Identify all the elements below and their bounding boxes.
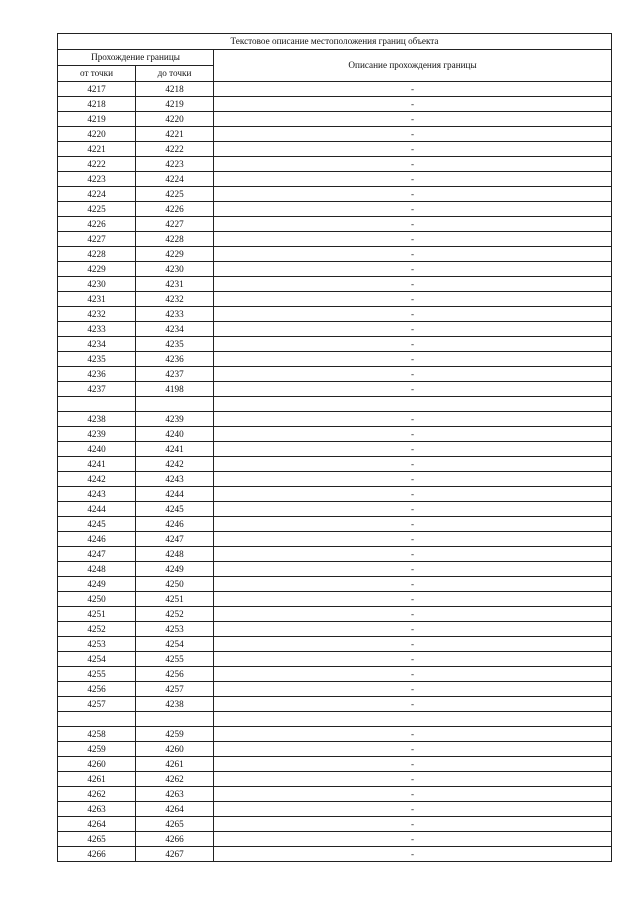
table-body <box>58 82 612 862</box>
table-row <box>58 97 612 112</box>
table-row <box>58 517 612 532</box>
to-point-cell: 4229 <box>136 247 214 262</box>
description-cell: - <box>214 847 612 862</box>
table-row <box>58 187 612 202</box>
description-cell: - <box>214 457 612 472</box>
description-cell: - <box>214 187 612 202</box>
from-point-cell: 4228 <box>58 247 136 262</box>
description-cell: - <box>214 517 612 532</box>
from-point-cell: 4246 <box>58 532 136 547</box>
empty-cell <box>136 712 214 727</box>
description-cell: - <box>214 502 612 517</box>
description-cell: - <box>214 682 612 697</box>
section-separator-row <box>58 712 612 727</box>
table-row <box>58 382 612 397</box>
from-point-cell: 4259 <box>58 742 136 757</box>
to-point-cell: 4249 <box>136 562 214 577</box>
table-row <box>58 742 612 757</box>
from-point-cell: 4224 <box>58 187 136 202</box>
description-cell: - <box>214 772 612 787</box>
to-point-cell: 4252 <box>136 607 214 622</box>
to-point-cell: 4232 <box>136 292 214 307</box>
from-point-cell: 4219 <box>58 112 136 127</box>
description-cell: - <box>214 472 612 487</box>
description-cell: - <box>214 367 612 382</box>
table-row <box>58 172 612 187</box>
boundary-description-table <box>57 33 612 862</box>
table-row <box>58 457 612 472</box>
description-cell: - <box>214 697 612 712</box>
header-row-group <box>58 50 612 66</box>
to-point-cell: 4251 <box>136 592 214 607</box>
to-point-cell: 4266 <box>136 832 214 847</box>
to-point-column-header: до точки <box>136 66 214 82</box>
from-point-cell: 4251 <box>58 607 136 622</box>
from-point-cell: 4261 <box>58 772 136 787</box>
description-cell: - <box>214 577 612 592</box>
to-point-cell: 4238 <box>136 697 214 712</box>
from-point-cell: 4243 <box>58 487 136 502</box>
to-point-cell: 4250 <box>136 577 214 592</box>
to-point-cell: 4240 <box>136 427 214 442</box>
table-row <box>58 652 612 667</box>
table-row <box>58 772 612 787</box>
description-cell: - <box>214 442 612 457</box>
table-row <box>58 82 612 97</box>
to-point-cell: 4245 <box>136 502 214 517</box>
from-point-cell: 4256 <box>58 682 136 697</box>
description-cell: - <box>214 832 612 847</box>
table-row <box>58 157 612 172</box>
to-point-cell: 4227 <box>136 217 214 232</box>
description-cell: - <box>214 742 612 757</box>
table-row <box>58 847 612 862</box>
from-point-cell: 4265 <box>58 832 136 847</box>
description-cell: - <box>214 802 612 817</box>
from-point-cell: 4264 <box>58 817 136 832</box>
from-point-cell: 4238 <box>58 412 136 427</box>
description-cell: - <box>214 637 612 652</box>
from-point-cell: 4249 <box>58 577 136 592</box>
to-point-cell: 4220 <box>136 112 214 127</box>
from-point-cell: 4244 <box>58 502 136 517</box>
to-point-cell: 4257 <box>136 682 214 697</box>
table-row <box>58 622 612 637</box>
table-row <box>58 637 612 652</box>
description-cell: - <box>214 652 612 667</box>
table-row <box>58 532 612 547</box>
table-title-row <box>58 34 612 50</box>
table-row <box>58 322 612 337</box>
description-cell: - <box>214 112 612 127</box>
table-row <box>58 592 612 607</box>
table-row <box>58 232 612 247</box>
from-point-cell: 4225 <box>58 202 136 217</box>
to-point-cell: 4226 <box>136 202 214 217</box>
to-point-cell: 4247 <box>136 532 214 547</box>
from-point-cell: 4247 <box>58 547 136 562</box>
from-point-cell: 4262 <box>58 787 136 802</box>
from-point-cell: 4239 <box>58 427 136 442</box>
from-point-cell: 4252 <box>58 622 136 637</box>
description-cell: - <box>214 727 612 742</box>
from-point-cell: 4241 <box>58 457 136 472</box>
description-cell: - <box>214 202 612 217</box>
description-cell: - <box>214 142 612 157</box>
to-point-cell: 4260 <box>136 742 214 757</box>
table-row <box>58 217 612 232</box>
to-point-cell: 4241 <box>136 442 214 457</box>
from-point-cell: 4257 <box>58 697 136 712</box>
to-point-cell: 4231 <box>136 277 214 292</box>
table-row <box>58 202 612 217</box>
table-title: Текстовое описание местоположения границ объекта <box>58 34 612 50</box>
to-point-cell: 4234 <box>136 322 214 337</box>
description-cell: - <box>214 592 612 607</box>
from-point-cell: 4226 <box>58 217 136 232</box>
table-row <box>58 757 612 772</box>
table-row <box>58 697 612 712</box>
to-point-cell: 4264 <box>136 802 214 817</box>
table-row <box>58 832 612 847</box>
to-point-cell: 4225 <box>136 187 214 202</box>
from-point-column-header: от точки <box>58 66 136 82</box>
description-cell: - <box>214 232 612 247</box>
table-row <box>58 112 612 127</box>
to-point-cell: 4242 <box>136 457 214 472</box>
to-point-cell: 4224 <box>136 172 214 187</box>
from-point-cell: 4232 <box>58 307 136 322</box>
to-point-cell: 4259 <box>136 727 214 742</box>
to-point-cell: 4218 <box>136 82 214 97</box>
description-cell: - <box>214 622 612 637</box>
description-cell: - <box>214 82 612 97</box>
to-point-cell: 4237 <box>136 367 214 382</box>
description-cell: - <box>214 247 612 262</box>
to-point-cell: 4256 <box>136 667 214 682</box>
to-point-cell: 4239 <box>136 412 214 427</box>
description-cell: - <box>214 547 612 562</box>
table-row <box>58 577 612 592</box>
from-point-cell: 4217 <box>58 82 136 97</box>
from-point-cell: 4229 <box>58 262 136 277</box>
section-separator-row <box>58 397 612 412</box>
table-row <box>58 367 612 382</box>
from-point-cell: 4236 <box>58 367 136 382</box>
from-point-cell: 4242 <box>58 472 136 487</box>
table-row <box>58 142 612 157</box>
to-point-cell: 4261 <box>136 757 214 772</box>
description-cell: - <box>214 292 612 307</box>
description-cell: - <box>214 412 612 427</box>
description-cell: - <box>214 337 612 352</box>
table-row <box>58 262 612 277</box>
description-cell: - <box>214 817 612 832</box>
description-cell: - <box>214 127 612 142</box>
empty-cell <box>58 712 136 727</box>
from-point-cell: 4253 <box>58 637 136 652</box>
to-point-cell: 4222 <box>136 142 214 157</box>
description-cell: - <box>214 322 612 337</box>
description-column-header: Описание прохождения границы <box>214 50 612 82</box>
table-row <box>58 277 612 292</box>
from-point-cell: 4223 <box>58 172 136 187</box>
description-cell: - <box>214 532 612 547</box>
empty-cell <box>136 397 214 412</box>
table-row <box>58 352 612 367</box>
table-row <box>58 667 612 682</box>
to-point-cell: 4236 <box>136 352 214 367</box>
description-cell: - <box>214 97 612 112</box>
from-point-cell: 4245 <box>58 517 136 532</box>
description-cell: - <box>214 277 612 292</box>
to-point-cell: 4221 <box>136 127 214 142</box>
table-row <box>58 787 612 802</box>
to-point-cell: 4233 <box>136 307 214 322</box>
table-header <box>58 34 612 82</box>
from-point-cell: 4234 <box>58 337 136 352</box>
from-point-cell: 4227 <box>58 232 136 247</box>
to-point-cell: 4254 <box>136 637 214 652</box>
table-row <box>58 247 612 262</box>
description-cell: - <box>214 217 612 232</box>
to-point-cell: 4235 <box>136 337 214 352</box>
description-cell: - <box>214 787 612 802</box>
from-point-cell: 4263 <box>58 802 136 817</box>
from-point-cell: 4221 <box>58 142 136 157</box>
table-row <box>58 442 612 457</box>
from-point-cell: 4240 <box>58 442 136 457</box>
description-cell: - <box>214 607 612 622</box>
to-point-cell: 4248 <box>136 547 214 562</box>
boundary-passage-header: Прохождение границы <box>58 50 214 66</box>
table-row <box>58 427 612 442</box>
from-point-cell: 4258 <box>58 727 136 742</box>
to-point-cell: 4253 <box>136 622 214 637</box>
to-point-cell: 4219 <box>136 97 214 112</box>
description-cell: - <box>214 307 612 322</box>
to-point-cell: 4246 <box>136 517 214 532</box>
empty-cell <box>214 397 612 412</box>
table-row <box>58 472 612 487</box>
table-row <box>58 547 612 562</box>
to-point-cell: 4263 <box>136 787 214 802</box>
table-row <box>58 607 612 622</box>
from-point-cell: 4266 <box>58 847 136 862</box>
to-point-cell: 4262 <box>136 772 214 787</box>
from-point-cell: 4255 <box>58 667 136 682</box>
table-row <box>58 682 612 697</box>
description-cell: - <box>214 262 612 277</box>
from-point-cell: 4231 <box>58 292 136 307</box>
description-cell: - <box>214 487 612 502</box>
from-point-cell: 4250 <box>58 592 136 607</box>
to-point-cell: 4230 <box>136 262 214 277</box>
to-point-cell: 4243 <box>136 472 214 487</box>
description-cell: - <box>214 157 612 172</box>
table-row <box>58 412 612 427</box>
table-row <box>58 127 612 142</box>
table-row <box>58 802 612 817</box>
from-point-cell: 4260 <box>58 757 136 772</box>
from-point-cell: 4235 <box>58 352 136 367</box>
description-cell: - <box>214 352 612 367</box>
from-point-cell: 4220 <box>58 127 136 142</box>
to-point-cell: 4255 <box>136 652 214 667</box>
description-cell: - <box>214 667 612 682</box>
to-point-cell: 4198 <box>136 382 214 397</box>
to-point-cell: 4267 <box>136 847 214 862</box>
table-row <box>58 337 612 352</box>
from-point-cell: 4233 <box>58 322 136 337</box>
table-row <box>58 487 612 502</box>
table-row <box>58 727 612 742</box>
description-cell: - <box>214 427 612 442</box>
to-point-cell: 4228 <box>136 232 214 247</box>
description-cell: - <box>214 562 612 577</box>
description-cell: - <box>214 382 612 397</box>
from-point-cell: 4230 <box>58 277 136 292</box>
from-point-cell: 4222 <box>58 157 136 172</box>
empty-cell <box>214 712 612 727</box>
from-point-cell: 4218 <box>58 97 136 112</box>
from-point-cell: 4237 <box>58 382 136 397</box>
to-point-cell: 4223 <box>136 157 214 172</box>
from-point-cell: 4254 <box>58 652 136 667</box>
to-point-cell: 4244 <box>136 487 214 502</box>
table-row <box>58 502 612 517</box>
from-point-cell: 4248 <box>58 562 136 577</box>
empty-cell <box>58 397 136 412</box>
table-row <box>58 562 612 577</box>
table-row <box>58 817 612 832</box>
table-row <box>58 307 612 322</box>
description-cell: - <box>214 757 612 772</box>
table-row <box>58 292 612 307</box>
to-point-cell: 4265 <box>136 817 214 832</box>
description-cell: - <box>214 172 612 187</box>
